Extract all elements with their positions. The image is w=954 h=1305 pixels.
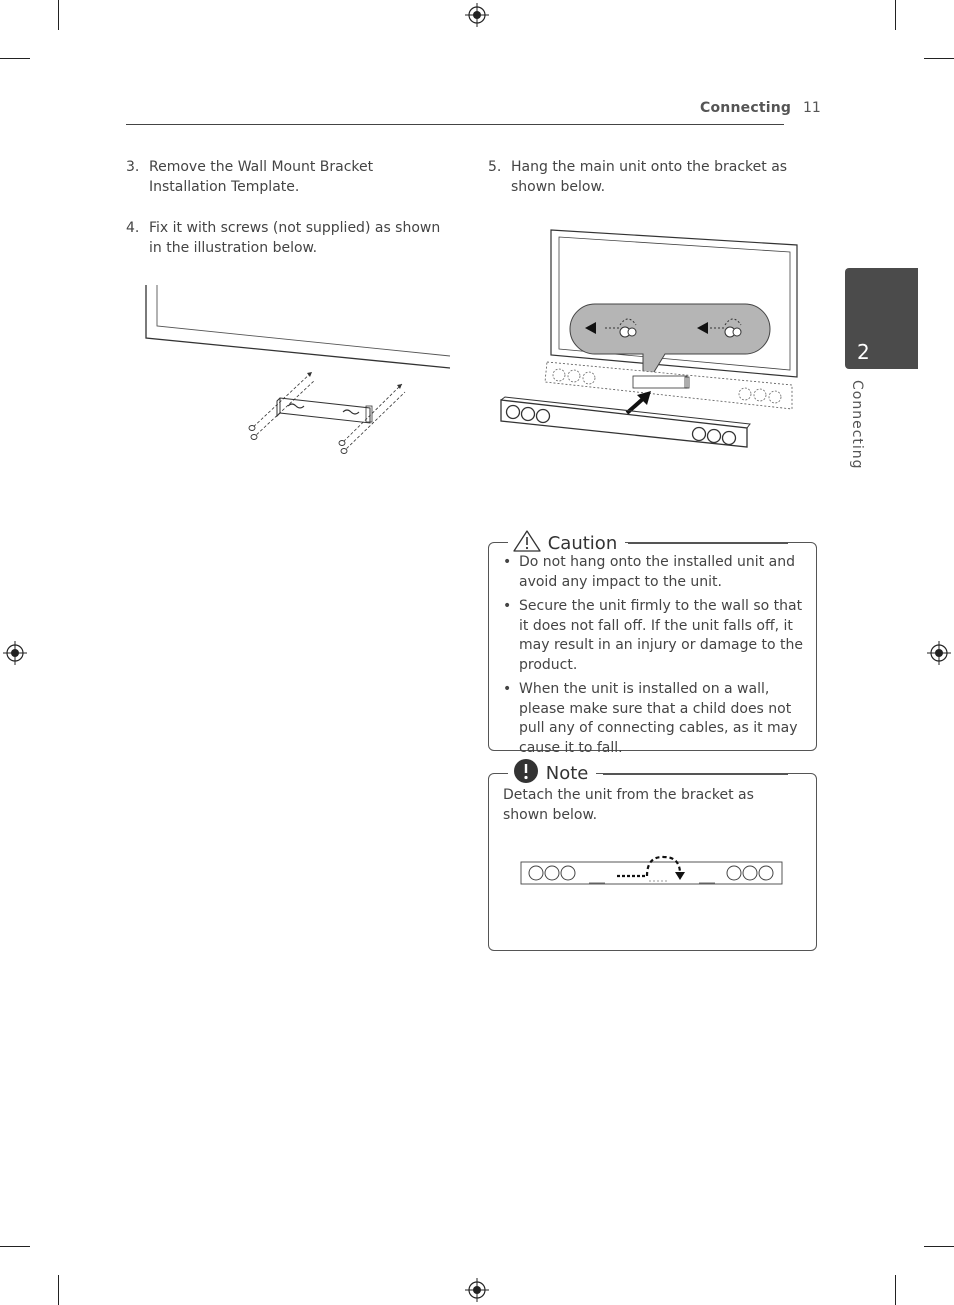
crop-mark (895, 0, 896, 30)
note-heading (508, 758, 596, 784)
header-rule (126, 124, 784, 125)
crop-mark (0, 1246, 30, 1247)
step-text: Hang the main unit onto the bracket as shown below. (511, 159, 788, 195)
crop-mark (924, 58, 954, 59)
caution-heading (508, 529, 625, 554)
list-item: • Do not hang onto the installed unit and avoid any impact to the unit. (500, 553, 810, 592)
step-text: Fix it with screws (not supplied) as shown in the illustration below. (149, 220, 441, 256)
bracket-screw-illustration (140, 280, 455, 460)
registration-mark-icon (3, 641, 27, 665)
chapter-label: Connecting (849, 380, 865, 470)
registration-mark-icon (927, 641, 951, 665)
list-item: • Secure the unit firmly to the wall so that it does not fall off. If the unit falls off, it may result in an injury or damage to the product. (500, 597, 810, 675)
step-number: 3. (126, 159, 140, 175)
caution-title: Caution (547, 533, 618, 554)
chapter-number: 2 (857, 340, 870, 364)
note-title-line (603, 774, 788, 775)
step-text: Remove the Wall Mount Bracket Installation Template. (149, 159, 374, 195)
page-number: 11 (803, 100, 821, 116)
registration-mark-icon (465, 1278, 489, 1302)
note-title: Note (545, 763, 589, 784)
crop-mark (924, 1246, 954, 1247)
crop-mark (895, 1275, 896, 1305)
step-number: 5. (488, 159, 502, 175)
step-number: 4. (126, 220, 140, 236)
section-title: Connecting (700, 100, 792, 116)
detach-unit-illustration (519, 852, 785, 892)
crop-mark (0, 58, 30, 59)
note-text: Detach the unit from the bracket as shown below. (503, 787, 754, 823)
crop-mark (58, 0, 59, 30)
caution-title-line (628, 543, 788, 544)
chapter-tab (845, 268, 918, 369)
caution-triangle-icon (512, 529, 542, 553)
crop-mark (58, 1275, 59, 1305)
registration-mark-icon (465, 3, 489, 27)
list-item: • When the unit is installed on a wall, please make sure that a child does not pull any of connecting cables, as it may cause it to fall. (500, 680, 810, 758)
caution-list (500, 553, 810, 763)
note-exclamation-icon (512, 758, 540, 784)
hang-unit-illustration (495, 225, 800, 450)
